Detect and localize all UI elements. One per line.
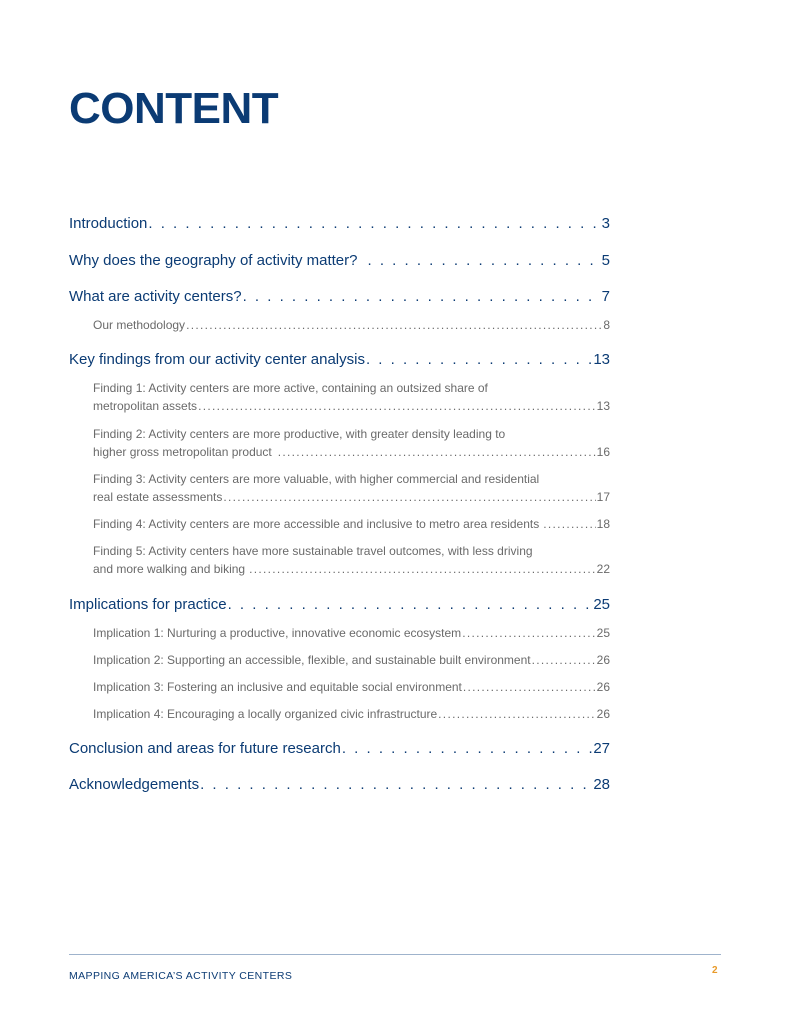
toc-entry-finding-4[interactable] [69, 515, 610, 533]
dot-leader [366, 349, 592, 371]
toc-label: Introduction [69, 215, 148, 232]
dot-leader [228, 594, 593, 616]
toc-label: Implication 4: Encouraging a locally organized civic infrastructure [93, 707, 438, 721]
footer-divider [69, 954, 721, 955]
dot-leader [463, 678, 596, 696]
toc-page: 16 [596, 445, 610, 459]
dot-leader [278, 443, 596, 461]
dot-leader [367, 250, 600, 272]
toc-page: 3 [601, 215, 610, 232]
page-number: 2 [712, 965, 718, 976]
toc-page: 28 [593, 776, 610, 793]
toc-page: 25 [596, 626, 610, 640]
toc-page: 27 [593, 740, 610, 757]
dot-leader [148, 213, 600, 235]
dot-leader [462, 624, 595, 642]
toc-entry-conclusion[interactable] [69, 738, 610, 760]
toc-page: 26 [596, 707, 610, 721]
toc-entry-implication-4[interactable] [69, 705, 610, 723]
dot-leader [438, 705, 595, 723]
toc-finding-2-line1[interactable]: Finding 2: Activity centers are more productive, with greater density leading to [93, 427, 506, 441]
dot-leader [543, 515, 595, 533]
toc-finding-1-line1[interactable]: Finding 1: Activity centers are more active, containing an outsized share of [93, 381, 488, 395]
toc-page: 17 [596, 490, 610, 504]
toc-page: 8 [603, 318, 610, 332]
toc-page: 13 [596, 399, 610, 413]
toc-entry-acknowledgements[interactable] [69, 774, 610, 796]
toc-label: Key findings from our activity center analysis [69, 351, 365, 368]
toc-entry-finding-2[interactable] [69, 443, 610, 461]
toc-entry-why-geography[interactable] [69, 250, 610, 272]
toc-label: real estate assessments [93, 490, 223, 504]
toc-finding-3-line1[interactable]: Finding 3: Activity centers are more valuable, with higher commercial and residential [93, 472, 540, 486]
toc-page: 5 [601, 252, 610, 269]
toc-page: 13 [593, 351, 610, 368]
toc-label: Implications for practice [69, 596, 227, 613]
dot-leader [249, 560, 596, 578]
toc-finding-5-line1[interactable]: Finding 5: Activity centers have more sustainable travel outcomes, with less driving [93, 544, 533, 558]
toc-label: Acknowledgements [69, 776, 200, 793]
toc-entry-implications[interactable] [69, 594, 610, 616]
toc-entry-implication-3[interactable] [69, 678, 610, 696]
toc-entry-methodology[interactable] [69, 316, 610, 334]
toc-label: What are activity centers? [69, 288, 242, 305]
toc-page: 26 [596, 653, 610, 667]
dot-leader [186, 316, 602, 334]
toc-label: Implication 2: Supporting an accessible, flexible, and sustainable built environment [93, 653, 531, 667]
toc-label: Conclusion and areas for future research [69, 740, 341, 757]
toc-entry-finding-3[interactable] [69, 488, 610, 506]
toc-entry-implication-1[interactable] [69, 624, 610, 642]
dot-leader [532, 651, 596, 669]
toc-label: Implication 1: Nurturing a productive, innovative economic ecosystem [93, 626, 462, 640]
toc-page: 18 [596, 517, 610, 531]
toc-page: 25 [593, 596, 610, 613]
footer-publication-title: MAPPING AMERICA’S ACTIVITY CENTERS [69, 970, 293, 982]
toc-label: metropolitan assets [93, 399, 198, 413]
toc-label: Implication 3: Fostering an inclusive and equitable social environment [93, 680, 462, 694]
toc-entry-key-findings[interactable] [69, 349, 610, 371]
dot-leader [342, 738, 592, 760]
toc-entry-what-are-activity-centers[interactable] [69, 286, 610, 308]
toc-page: 22 [596, 562, 610, 576]
toc-page: 7 [601, 288, 610, 305]
page-title: CONTENT [69, 84, 279, 133]
toc-entry-implication-2[interactable] [69, 651, 610, 669]
toc-entry-finding-5[interactable] [69, 560, 610, 578]
toc-entry-finding-1[interactable] [69, 397, 610, 415]
toc-label: higher gross metropolitan product [93, 445, 272, 459]
dot-leader [223, 488, 595, 506]
toc-entry-introduction[interactable] [69, 213, 610, 235]
toc-label: Our methodology [93, 318, 186, 332]
toc-label: Finding 4: Activity centers are more accessible and inclusive to metro area residents [93, 517, 540, 531]
toc-label: Why does the geography of activity matter? [69, 252, 358, 269]
dot-leader [200, 774, 592, 796]
toc-page: 26 [596, 680, 610, 694]
dot-leader [243, 286, 601, 308]
dot-leader [198, 397, 596, 415]
toc-label: and more walking and biking [93, 562, 246, 576]
